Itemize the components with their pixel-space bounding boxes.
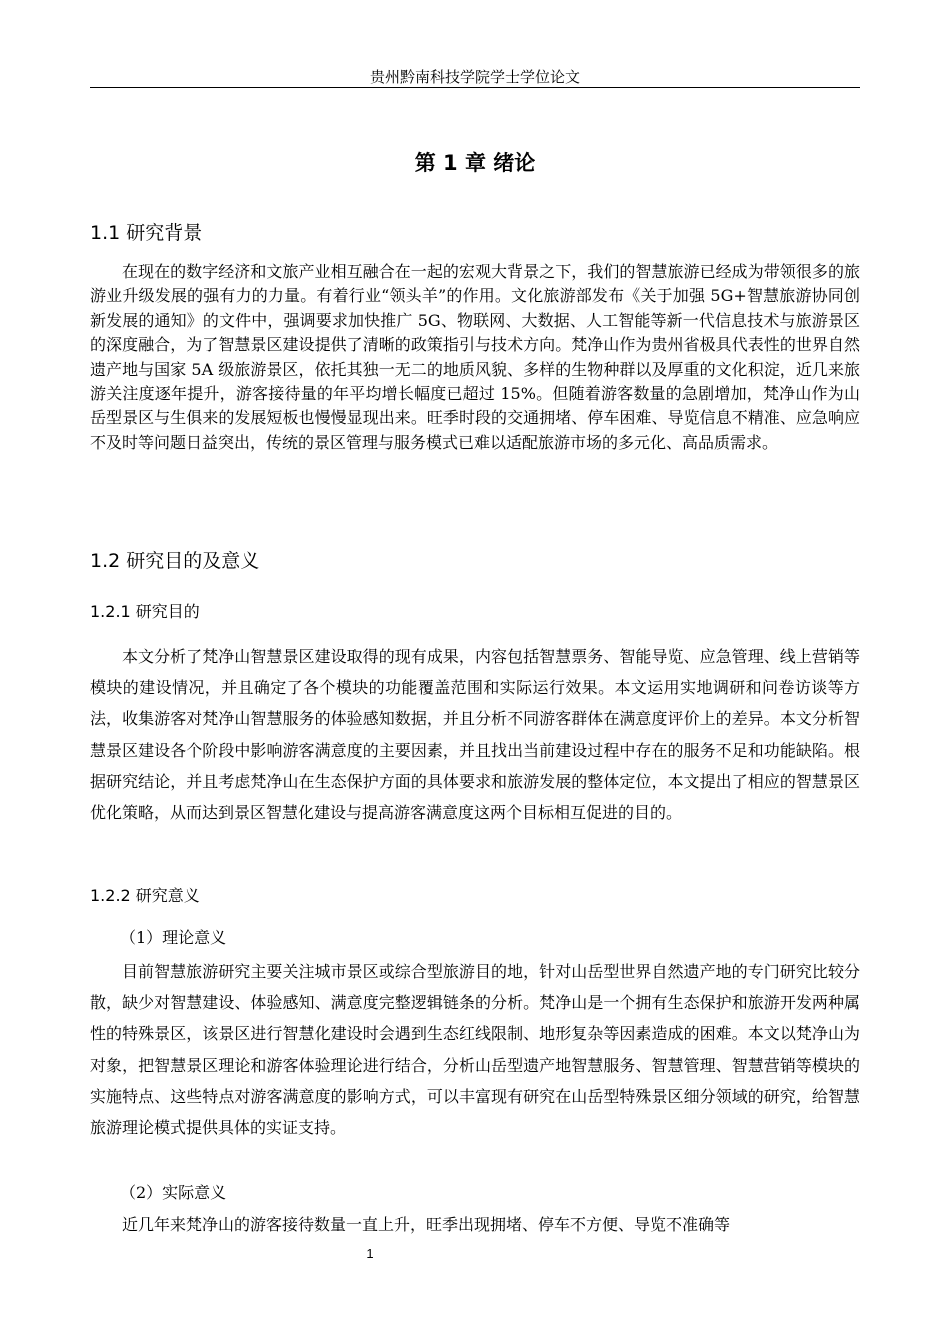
paragraph-research-purpose: 本文分析了梵净山智慧景区建设取得的现有成果，内容包括智慧票务、智能导览、应急管理、线上营销等模块的建设情况，并且确定了各个模块的功能覆盖范围和实际运行效果。本文运用实地调研和问卷访谈等方法，收集游客对梵净山智慧服务的体验感知数据，并且分析不同游客群体在满意度评价上的差异。本文分析智慧景区建设各个阶段中影响游客满意度的主要因素，并且找出当前建设过程中存在的服务不足和功能缺陷。根据研究结论，并且考虑梵净山在生态保护方面的具体要求和旅游发展的整体定位，本文提出了相应的智慧景区优化策略，从而达到景区智慧化建设与提高游客满意度这两个目标相互促进的目的。: [90, 647, 860, 823]
item-label-theory: （1）理论意义: [120, 928, 227, 947]
item-label-practical: （2）实际意义: [120, 1183, 227, 1202]
paragraph-research-background: 在现在的数字经济和文旅产业相互融合在一起的宏观大背景之下，我们的智慧旅游已经成为带领很多的旅游业升级发展的强有力的力量。有着行业“领头羊”的作用。文化旅游部发布《关于加强 5G+智慧旅游协同创新发展的通知》的文件中，强调要求加快推广 5G、物联网、大数据、人工智能等新一代信息技术与旅游景区的深度融合，为了智慧景区建设提供了清晰的政策指引与技术方向。梵净山作为贵州省极具代表性的世界自然遗产地与国家 5A 级旅游景区，依托其独一无二的地质风貌、多样的生物种群以及厚重的文化积淀，近几来旅游关注度逐年提升，游客接待量的年平均增长幅度已超过 15%。但随着游客数量的急剧增加，梵净山作为山岳型景区与生俱来的发展短板也慢慢显现出来。旺季时段的交通拥堵、停车困难、导览信息不精准、应急响应不及时等问题日益突出，传统的景区管理与服务模式已难以适配旅游市场的多元化、高品质需求。: [90, 262, 860, 452]
header-rule: [90, 87, 860, 88]
section-heading-1-2: 1.2 研究目的及意义: [90, 550, 260, 572]
section-heading-1-1: 1.1 研究背景: [90, 222, 203, 244]
chapter-title: 第 1 章 绪论: [414, 151, 536, 175]
subsection-heading-1-2-2: 1.2.2 研究意义: [90, 886, 200, 905]
running-header: 贵州黔南科技学院学士学位论文: [369, 68, 580, 86]
subsection-heading-1-2-1: 1.2.1 研究目的: [90, 602, 200, 621]
paragraph-practical-significance: 近几年来梵净山的游客接待数量一直上升，旺季出现拥堵、停车不方便、导览不准确等: [122, 1215, 731, 1234]
page-number: 1: [366, 1246, 374, 1261]
paragraph-theoretical-significance: 目前智慧旅游研究主要关注城市景区或综合型旅游目的地，针对山岳型世界自然遗产地的专门研究比较分散，缺少对智慧建设、体验感知、满意度完整逻辑链条的分析。梵净山是一个拥有生态保护和旅游开发两种属性的特殊景区，该景区进行智慧化建设时会遇到生态红线限制、地形复杂等因素造成的困难。本文以梵净山为对象，把智慧景区理论和游客体验理论进行结合，分析山岳型遗产地智慧服务、智慧管理、智慧营销等模块的实施特点、这些特点对游客满意度的影响方式，可以丰富现有研究在山岳型特殊景区细分领域的研究，给智慧旅游理论模式提供具体的实证支持。: [90, 962, 860, 1138]
